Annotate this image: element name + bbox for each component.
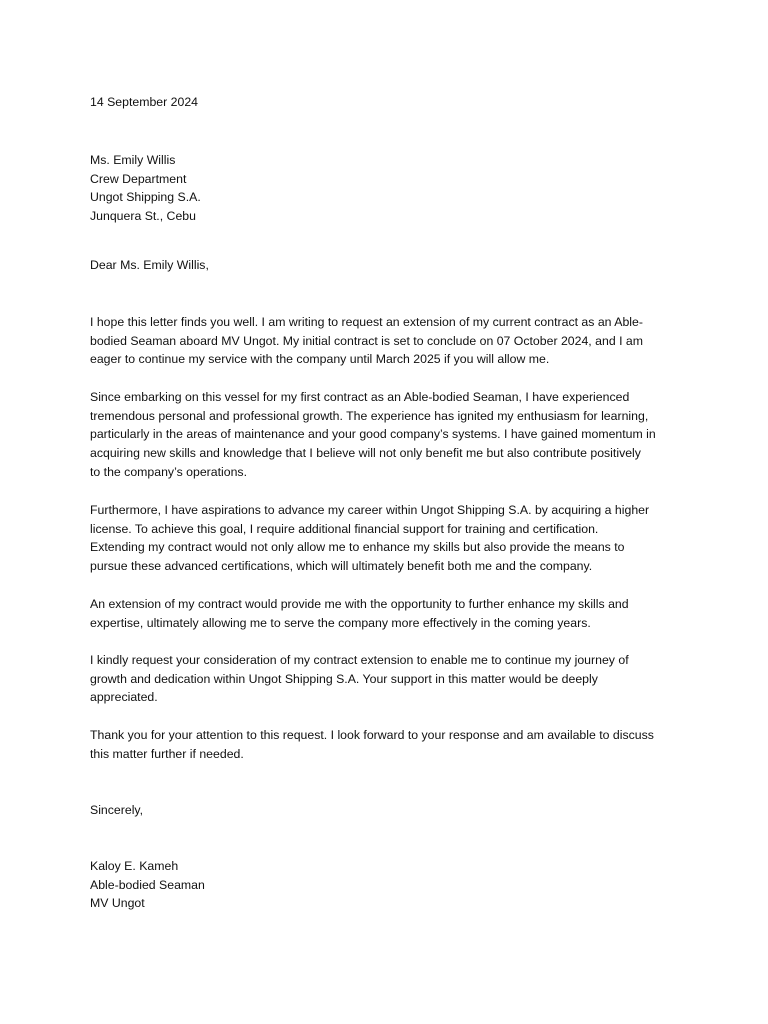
paragraph-line: bodied Seaman aboard MV Ungot. My initial contract is set to conclude on 07 October 2024, and I am [90,333,643,348]
closing [90,801,690,820]
paragraph-line: this matter further if needed. [90,746,244,761]
paragraph-line: particularly in the areas of maintenance and your good company’s systems. I have gained momentum in [90,427,656,442]
recipient-company: Ungot Shipping S.A. [90,190,201,205]
paragraph-line: An extension of my contract would provide me with the opportunity to further enhance my skills and [90,597,629,611]
body-paragraph-3 [90,501,690,576]
paragraph-line: pursue these advanced certifications, which will ultimately benefit both me and the company. [90,559,593,574]
date-text: 14 September 2024 [90,95,199,109]
signer-name: Kaloy E. Kameh [90,859,179,873]
salutation [90,256,690,275]
signature-block [90,857,690,913]
signer-vessel: MV Ungot [90,896,145,911]
recipient-address-block [90,151,690,226]
signer-title: Able-bodied Seaman [90,877,205,892]
paragraph-line: tremendous personal and professional growth. The experience has ignited my enthusiasm for learning, [90,408,649,423]
paragraph-line: Furthermore, I have aspirations to advance my career within Ungot Shipping S.A. by acquiring a higher [90,503,650,517]
recipient-name: Ms. Emily Willis [90,153,176,167]
body-paragraph-6 [90,726,690,763]
letter-date [90,93,690,112]
paragraph-line: expertise, ultimately allowing me to serve the company more effectively in the coming years. [90,615,591,630]
recipient-address: Junquera St., Cebu [90,209,196,224]
body-paragraph-4 [90,595,690,632]
paragraph-line: Thank you for your attention to this request. I look forward to your response and am available to discuss [90,728,654,742]
body-paragraph-1 [90,313,690,369]
paragraph-line: to the company’s operations. [90,464,247,479]
recipient-department: Crew Department [90,171,187,186]
paragraph-line: eager to continue my service with the company until March 2025 if you will allow me. [90,352,550,367]
body-paragraph-5 [90,651,690,707]
paragraph-line: I kindly request your consideration of my contract extension to enable me to continue my journey of [90,653,629,667]
paragraph-line: Extending my contract would not only allow me to enhance my skills but also provide the means to [90,540,625,555]
paragraph-line: I hope this letter finds you well. I am writing to request an extension of my current contract as an Able- [90,315,643,329]
body-paragraph-2 [90,388,690,482]
salutation-text: Dear Ms. Emily Willis, [90,258,209,272]
paragraph-line: growth and dedication within Ungot Shipping S.A. Your support in this matter would be deeply [90,671,598,686]
paragraph-line: appreciated. [90,690,158,705]
paragraph-line: acquiring new skills and knowledge that I believe will not only benefit me but also contribute positively [90,446,641,461]
paragraph-line: Since embarking on this vessel for my first contract as an Able-bodied Seaman, I have experienced [90,390,630,404]
closing-text: Sincerely, [90,803,144,817]
paragraph-line: license. To achieve this goal, I require additional financial support for training and certification. [90,521,599,536]
